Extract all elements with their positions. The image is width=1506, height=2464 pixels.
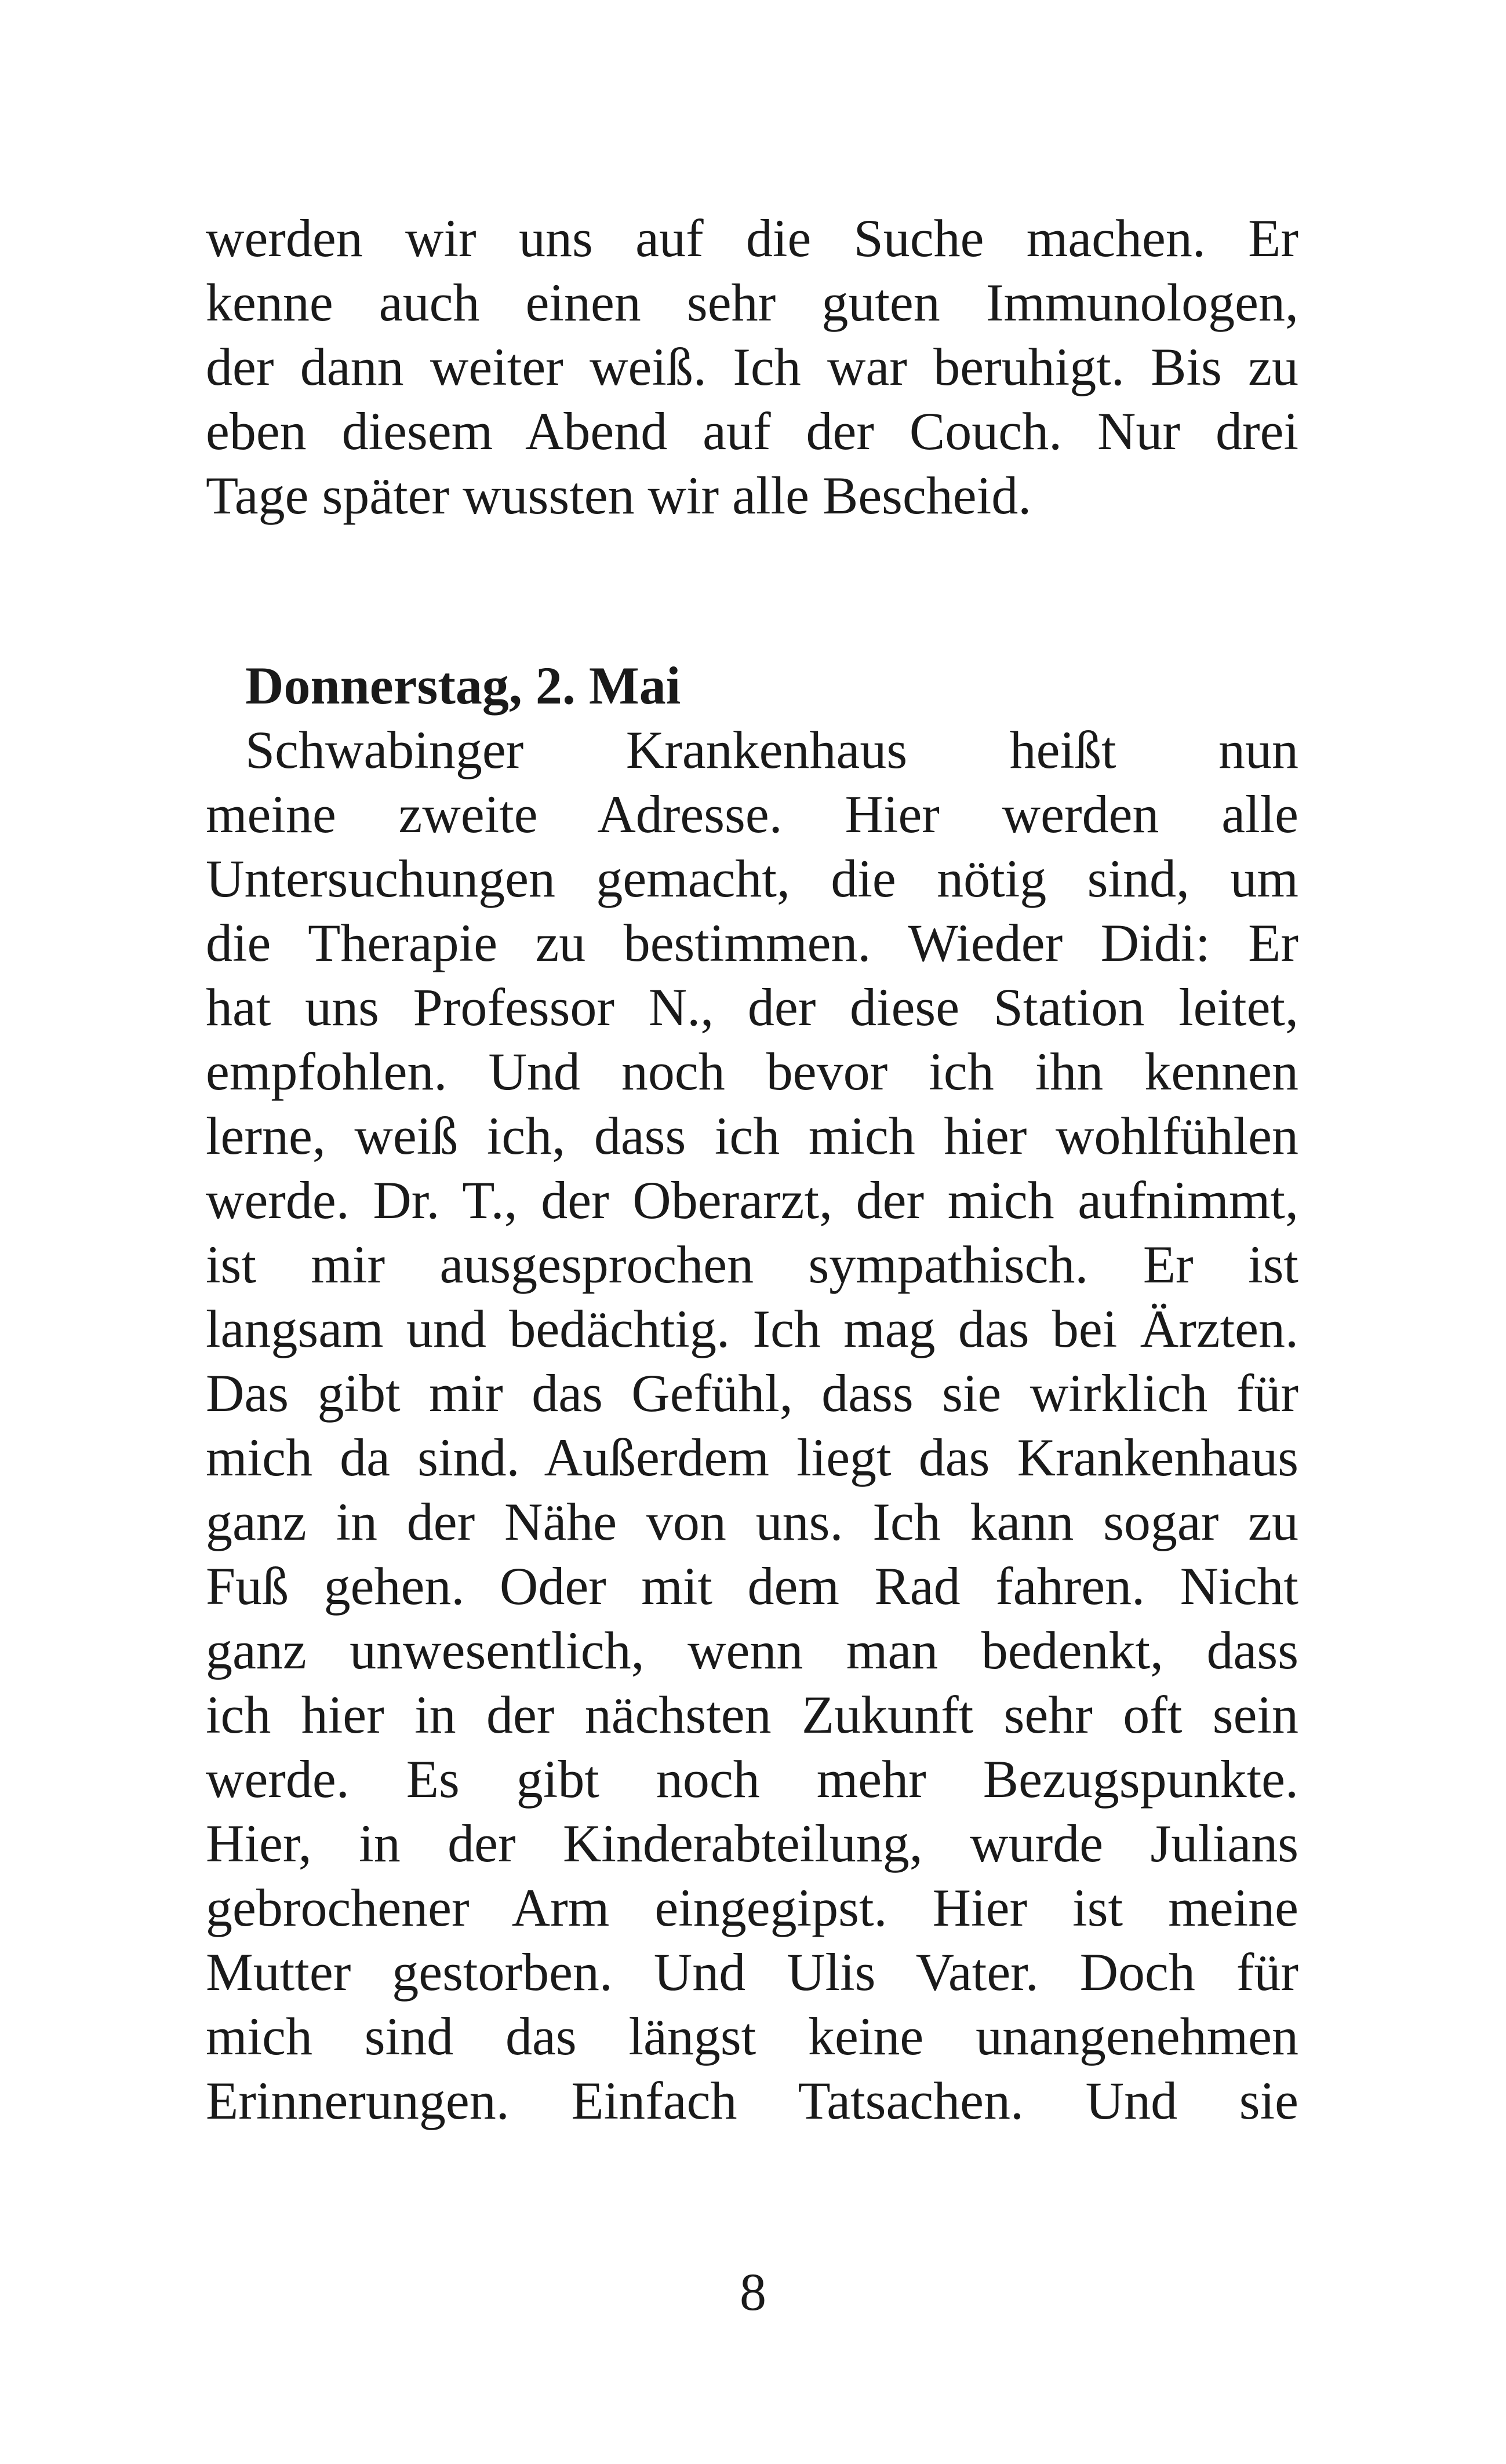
text-line: hat uns Professor N., der diese Station leitet, [206,978,1298,1037]
text-line: ganz in der Nähe von uns. Ich kann sogar zu [206,1492,1298,1551]
text-line: Erinnerungen. Einfach Tatsachen. Und sie [206,2071,1298,2130]
text-line: werde. Es gibt noch mehr Bezugspunkte. [206,1749,1298,1809]
text-line: empfohlen. Und noch bevor ich ihn kennen [206,1042,1298,1101]
text-line: eben diesem Abend auf der Couch. Nur drei [206,402,1298,461]
text-line: Das gibt mir das Gefühl, dass sie wirklich für [206,1364,1298,1423]
text-line: gebrochener Arm eingegipst. Hier ist meine [206,1878,1298,1937]
text-line: mich sind das längst keine unangenehmen [206,2007,1298,2066]
text-line: langsam und bedächtig. Ich mag das bei Ärzten. [206,1299,1298,1358]
text-line: Untersuchungen gemacht, die nötig sind, um [206,849,1298,908]
text-line: Fuß gehen. Oder mit dem Rad fahren. Nicht [206,1557,1298,1616]
page-number: 8 [740,2262,766,2321]
text-line: werde. Dr. T., der Oberarzt, der mich aufnimmt, [206,1171,1298,1230]
text-line: der dann weiter weiß. Ich war beruhigt. Bis zu [206,337,1298,396]
text-line: ich hier in der nächsten Zukunft sehr oft sein [206,1685,1298,1744]
text-line: werden wir uns auf die Suche machen. Er [206,209,1298,268]
text-line: Hier, in der Kinderabteilung, wurde Julians [206,1814,1298,1873]
text-line: Tage später wussten wir alle Bescheid. [206,466,1032,525]
text-line: ganz unwesentlich, wenn man bedenkt, dass [206,1621,1298,1680]
text-line: meine zweite Adresse. Hier werden alle [206,785,1298,844]
text-line: ist mir ausgesprochen sympathisch. Er ist [206,1235,1298,1294]
text-line: kenne auch einen sehr guten Immunologen, [206,273,1298,332]
text-line: lerne, weiß ich, dass ich mich hier wohlfühlen [206,1106,1298,1165]
text-line: Mutter gestorben. Und Ulis Vater. Doch für [206,1942,1298,2002]
diary-entry-body [206,718,1298,2133]
diary-entry-date-heading: Donnerstag, 2. Mai [245,656,681,715]
text-line: mich da sind. Außerdem liegt das Krankenhaus [206,1428,1298,1487]
paragraph-continued [206,206,1298,528]
text-line: Schwabinger Krankenhaus heißt nun [245,720,1298,779]
text-line: die Therapie zu bestimmen. Wieder Didi: Er [206,913,1298,972]
